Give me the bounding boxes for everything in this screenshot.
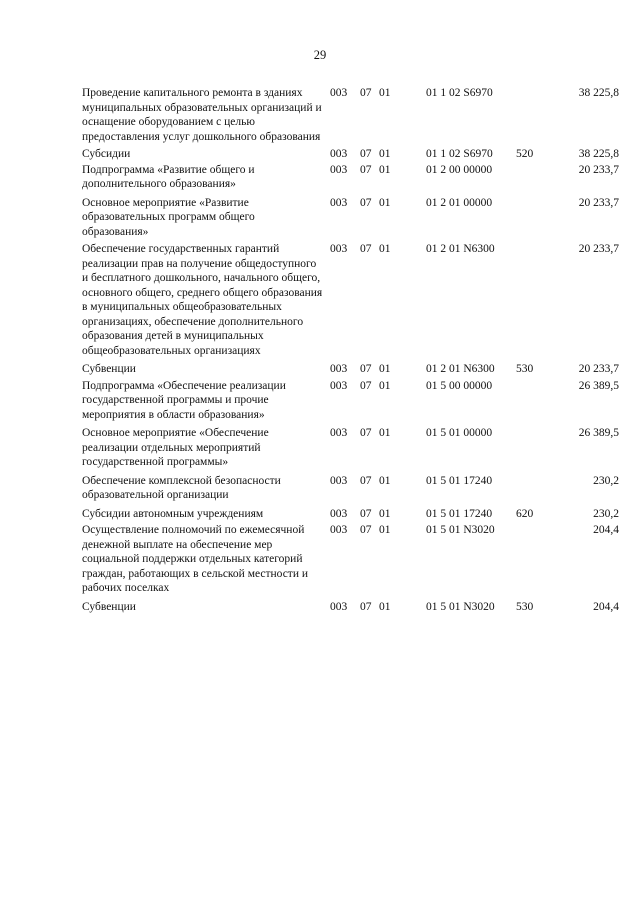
row-admin-code: 003 xyxy=(330,600,348,613)
row-section-code: 07 xyxy=(360,427,372,439)
page-number: 29 xyxy=(313,48,327,62)
row-admin-code: 003 xyxy=(330,474,348,487)
row-amount: 26 389,5 xyxy=(578,379,619,392)
row-name: Подпрограмма «Обеспечение реализации государственной программы и прочие мероприятия в области образования» xyxy=(82,379,286,421)
row-admin-code: 003 xyxy=(330,363,348,375)
budget-table xyxy=(0,86,640,616)
row-subsection-code: 01 xyxy=(379,163,391,176)
row-target-code: 01 2 01 N6300 xyxy=(426,243,495,255)
row-name: Основное мероприятие «Обеспечение реализации отдельных мероприятий государственной программы» xyxy=(82,427,269,468)
row-admin-code: 003 xyxy=(330,524,348,536)
row-expense-type: 530 xyxy=(516,363,534,375)
row-admin-code: 003 xyxy=(330,163,348,176)
row-name: Подпрограмма «Развитие общего и дополнительного образования» xyxy=(82,163,255,190)
table-row xyxy=(0,86,640,144)
row-target-code: 01 5 01 00000 xyxy=(426,427,493,439)
table-row xyxy=(0,600,640,615)
row-amount: 230,2 xyxy=(593,474,619,487)
row-target-code: 01 2 01 00000 xyxy=(426,196,493,209)
row-name: Осуществление полномочий по ежемесячной денежной выплате на обеспечение мер социальной поддержки отдельных категорий граждан, работающих в сельской местности и рабочих поселках xyxy=(82,524,309,594)
row-subsection-code: 01 xyxy=(379,196,391,209)
row-subsection-code: 01 xyxy=(379,363,391,375)
row-section-code: 07 xyxy=(360,363,372,375)
row-section-code: 07 xyxy=(360,474,372,487)
table-row xyxy=(0,196,640,240)
row-subsection-code: 01 xyxy=(379,243,391,255)
row-expense-type xyxy=(516,242,544,358)
row-name: Субвенции xyxy=(82,600,136,613)
row-name: Проведение капитального ремонта в зданиях муниципальных образовательных организаций и оснащение оборудованием с целью предоставления услуг дошкольного образования xyxy=(82,87,322,143)
row-subsection-code: 01 xyxy=(379,524,391,536)
row-amount: 204,4 xyxy=(593,524,619,536)
row-section-code: 07 xyxy=(360,379,372,392)
row-subsection-code: 01 xyxy=(379,379,391,392)
table-row xyxy=(0,523,640,596)
table-row xyxy=(0,426,640,470)
row-target-code: 01 2 00 00000 xyxy=(426,163,493,176)
row-section-code: 07 xyxy=(360,524,372,536)
row-name: Обеспечение комплексной безопасности образовательной организации xyxy=(82,474,281,501)
row-target-code: 01 5 01 N3020 xyxy=(426,600,495,613)
row-amount: 26 389,5 xyxy=(578,427,619,439)
row-amount: 20 233,7 xyxy=(578,243,619,255)
row-name: Субсидии xyxy=(82,148,131,160)
table-row xyxy=(0,242,640,358)
row-expense-type xyxy=(516,163,544,192)
row-expense-type: 620 xyxy=(516,507,534,520)
row-target-code: 01 2 01 N6300 xyxy=(426,363,495,375)
row-target-code: 01 5 01 N3020 xyxy=(426,524,495,536)
table-row xyxy=(0,163,640,192)
row-amount: 204,4 xyxy=(593,600,619,613)
row-subsection-code: 01 xyxy=(379,600,391,613)
row-admin-code: 003 xyxy=(330,379,348,392)
row-expense-type xyxy=(516,86,544,144)
row-amount: 20 233,7 xyxy=(578,163,619,176)
row-subsection-code: 01 xyxy=(379,507,391,520)
row-amount: 20 233,7 xyxy=(578,363,619,375)
row-subsection-code: 01 xyxy=(379,427,391,439)
row-section-code: 07 xyxy=(360,600,372,613)
table-row xyxy=(0,362,640,377)
row-subsection-code: 01 xyxy=(379,474,391,487)
row-amount: 38 225,8 xyxy=(578,148,619,160)
table-row xyxy=(0,147,640,162)
row-expense-type: 520 xyxy=(516,148,534,160)
row-admin-code: 003 xyxy=(330,427,348,439)
row-admin-code: 003 xyxy=(330,243,348,255)
row-name: Основное мероприятие «Развитие образовательных программ общего образования» xyxy=(82,196,255,238)
row-section-code: 07 xyxy=(360,243,372,255)
table-row xyxy=(0,507,640,522)
row-expense-type xyxy=(516,474,544,503)
row-section-code: 07 xyxy=(360,87,372,99)
row-expense-type xyxy=(516,196,544,240)
table-row xyxy=(0,379,640,423)
row-expense-type xyxy=(516,379,544,423)
row-expense-type xyxy=(516,523,544,596)
row-admin-code: 003 xyxy=(330,507,348,520)
row-expense-type: 530 xyxy=(516,600,534,613)
row-target-code: 01 1 02 S6970 xyxy=(426,87,493,99)
row-section-code: 07 xyxy=(360,148,372,160)
row-name: Субсидии автономным учреждениям xyxy=(82,507,264,520)
row-amount: 38 225,8 xyxy=(578,87,619,99)
row-target-code: 01 5 00 00000 xyxy=(426,379,493,392)
row-admin-code: 003 xyxy=(330,196,348,209)
row-target-code: 01 5 01 17240 xyxy=(426,507,493,520)
row-admin-code: 003 xyxy=(330,87,348,99)
row-name: Субвенции xyxy=(82,363,136,375)
row-amount: 20 233,7 xyxy=(578,196,619,209)
row-target-code: 01 5 01 17240 xyxy=(426,474,493,487)
row-amount: 230,2 xyxy=(593,507,619,520)
row-target-code: 01 1 02 S6970 xyxy=(426,148,493,160)
row-name: Обеспечение государственных гарантий реализации прав на получение общедоступного и бесплатного дошкольного, начального общего, основного общего, среднего общего образования в муниципальных общеобразовательных организациях, обеспечение дополнительного образования детей в муниципальных общеобразовательных организациях xyxy=(82,243,323,357)
row-subsection-code: 01 xyxy=(379,148,391,160)
row-section-code: 07 xyxy=(360,196,372,209)
row-section-code: 07 xyxy=(360,507,372,520)
row-section-code: 07 xyxy=(360,163,372,176)
row-admin-code: 003 xyxy=(330,148,348,160)
row-subsection-code: 01 xyxy=(379,87,391,99)
table-row xyxy=(0,474,640,503)
row-expense-type xyxy=(516,426,544,470)
